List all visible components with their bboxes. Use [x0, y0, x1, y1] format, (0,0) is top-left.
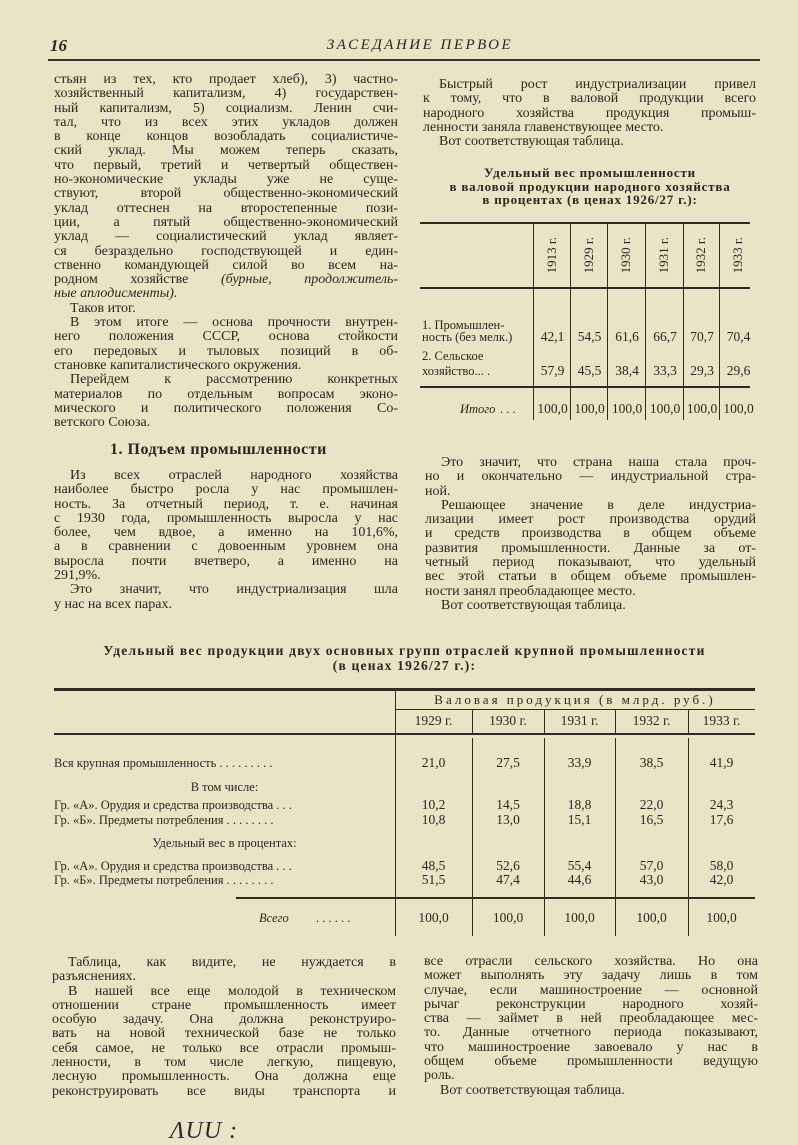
text-line: ной. [425, 484, 451, 499]
paragraph [54, 302, 398, 316]
table-value: 38,4 [615, 363, 639, 378]
text-line: а в сравнении с довоенным уровнем она [54, 540, 398, 555]
text-segment: родном хозяйстве [54, 273, 189, 288]
table-value: 61,6 [615, 329, 639, 344]
italic-remark: (бурные, продолжитель- [220, 273, 398, 288]
text-line: но-экономические уклады уже не суще- [54, 173, 398, 188]
year-label: 1929 г. [580, 236, 596, 274]
header-rule [54, 733, 755, 735]
table-value: 10,2 [421, 797, 446, 812]
paragraph [54, 316, 398, 373]
right-column-mid-text [425, 456, 756, 613]
text-line: вать на новой технической базе не только [52, 1027, 396, 1042]
total-value: 100,0 [649, 401, 681, 416]
table-value: 48,5 [421, 858, 446, 873]
table-value: 42,1 [540, 329, 565, 344]
row-label: хозяйство... . [422, 364, 491, 378]
text-line: развития промышленности. Данные за от- [425, 541, 756, 556]
total-leader: . . . [500, 402, 516, 416]
table-value: 14,5 [496, 797, 520, 812]
table-value: 33,9 [567, 755, 592, 770]
text-line: ный капитализм, 5) социализм. Ленин счи- [54, 101, 398, 116]
text-line: более, чем вдвое, а именно на 101,6%, [54, 526, 398, 541]
text-line: отношении стране промышленность имеет [52, 998, 396, 1013]
table-top-rule [54, 688, 755, 691]
bottom-right-text [424, 955, 758, 1098]
total-rule [236, 897, 755, 899]
text-line: его передовых и тыловых позиций в об- [54, 344, 398, 359]
running-title: ЗАСЕДАНИЕ ПЕРВОЕ [326, 37, 514, 53]
table-value: 21,0 [421, 755, 446, 770]
text-line: себя самое, не только все отрасли промыш- [52, 1041, 396, 1056]
text-line: общем объеме промышленности ведущую [424, 1055, 758, 1070]
table-value: 29,6 [726, 363, 751, 378]
text-line: реконструировать все виды транспорта и [52, 1084, 396, 1099]
text-line [54, 273, 398, 287]
table-title-line: в валовой продукции народного хозяйства [449, 178, 731, 194]
text-line: выросла почти вчетверо, а именно на [54, 554, 398, 569]
table-value: 70,4 [726, 329, 751, 344]
table-value: 54,5 [577, 329, 602, 344]
table-value: 45,5 [577, 363, 602, 378]
table-value: 47,4 [496, 872, 520, 887]
row-label: Вся крупная промышленность . . . . . . . . . [54, 756, 273, 770]
group-header: Валовая продукция (в млрд. руб.) [434, 692, 716, 707]
year-label: 1931 г. [656, 236, 671, 274]
total-value: 100,0 [686, 401, 718, 416]
text-line: Это значит, что страна наша стала проч- [441, 456, 756, 470]
year-header: 1930 г. [489, 713, 527, 728]
text-line: народного хозяйства продукция промыш- [423, 106, 756, 121]
text-line: ности занял преобладающее место. [425, 584, 636, 599]
text-line: рычаг реконструкции народного хозяй- [424, 997, 758, 1012]
row-label: 1. Промышлен- [422, 318, 505, 332]
group-header-rule [395, 709, 755, 710]
text-line: 291,9%. [54, 569, 101, 584]
table-value: 52,6 [496, 858, 520, 873]
table-value: 22,0 [639, 797, 664, 812]
table-subheading: В том числе: [190, 780, 259, 794]
row-label: 2. Сельское [422, 349, 484, 363]
table-value: 42,0 [709, 872, 734, 887]
text-line: Таблица, как видите, не нуждается в [68, 956, 396, 970]
left-column-top-text [54, 73, 398, 430]
year-header [533, 224, 570, 286]
paragraph [425, 456, 756, 499]
table-value: 15,1 [567, 812, 592, 827]
table-value: 70,7 [690, 329, 714, 344]
table-value: 24,3 [709, 797, 734, 812]
text-line: с 1930 года, промышленность выросла у нас [54, 511, 398, 526]
text-line: Вот соответствующая таблица. [440, 1083, 625, 1098]
text-line: мического и политического положения Со- [54, 401, 398, 416]
text-line: Это значит, что индустриализация шла [70, 583, 398, 598]
text-line [54, 287, 398, 301]
paragraph [423, 78, 756, 135]
total-value: 100,0 [492, 910, 524, 925]
text-line: него положения СССР, основа стойкости [54, 330, 398, 345]
year-label: 1933 г. [729, 236, 745, 274]
text-line: все отрасли сельского хозяйства. Но она [424, 955, 758, 969]
text-line: ленности заняла главенствующее место. [423, 120, 664, 135]
table2-title [54, 643, 755, 673]
table-value: 38,5 [639, 755, 664, 770]
text-line: ствуют, второй общественно-экономический [54, 187, 398, 202]
bottom-left-text [52, 956, 396, 1099]
text-line: ветского Союза. [54, 416, 151, 431]
text-line: хозяйственный капитализм, 4) государствен- [54, 87, 398, 102]
row-label: ность (без мелк.) [422, 330, 513, 344]
paragraph [54, 583, 398, 612]
year-label: 1932 г. [693, 236, 708, 274]
text-line: особую задачу. Она должна реконструиро- [52, 1013, 396, 1028]
paragraph [54, 469, 398, 583]
table-value: 10,8 [421, 812, 446, 827]
paragraph [54, 373, 398, 430]
table-value: 44,6 [567, 872, 592, 887]
text-line: ся безраздельно господствующей и един- [54, 244, 398, 259]
table-value: 16,5 [639, 812, 664, 827]
text-line: что машиностроение завоевало у нас в [424, 1040, 758, 1055]
text-line: но и окончательно — индустриальной стра- [425, 470, 756, 485]
row-label: Гр. «А». Орудия и средства производства . . . [54, 859, 292, 873]
page-number: 16 [50, 36, 67, 55]
text-line: к тому, что в валовой продукции всего [423, 92, 756, 107]
paragraph [424, 1084, 758, 1098]
table-value: 58,0 [709, 858, 734, 873]
table-value: 18,8 [567, 797, 592, 812]
text-line: лесную промышленность. Она должна еще [52, 1070, 396, 1085]
text-line: в конце концов возобладать социалистиче- [54, 130, 398, 145]
total-value: 100,0 [611, 401, 643, 416]
table-value: 57,0 [639, 858, 664, 873]
row-label: Гр. «Б». Предметы потребления . . . . . . . . [54, 813, 274, 827]
header-rule [48, 59, 760, 61]
year-header [683, 224, 719, 286]
year-header [607, 224, 645, 286]
paragraph [54, 73, 398, 302]
table-title-line: (в ценах 1926/27 г.): [332, 658, 477, 673]
total-leader: . . . . . . [316, 911, 351, 925]
text-line: может выполнять эту задачу лишь в том [424, 969, 758, 984]
table-value: 13,0 [496, 812, 520, 827]
industry-share-table [420, 222, 756, 422]
text-line: В этом итоге — основа прочности внутрен- [70, 316, 398, 331]
text-line: Решающее значение в деле индустриа- [441, 498, 756, 513]
table-value: 17,6 [709, 812, 734, 827]
year-label: 1913 г. [543, 236, 559, 274]
text-line: Вот соответствующая таблица. [441, 598, 626, 613]
paragraph [425, 499, 756, 599]
paragraph [424, 955, 758, 1084]
table-subheading: Удельный вес в процентах: [152, 836, 297, 850]
total-rule [420, 386, 750, 388]
text-line: у нас на всех парах. [54, 597, 172, 612]
text-line: случае, если машиностроение — основной [424, 983, 758, 998]
text-line: что первый, третий и четвертый обществен- [54, 158, 398, 173]
total-label: Итого [460, 402, 496, 416]
text-line: роль. [424, 1069, 455, 1084]
table-value: 27,5 [496, 755, 520, 770]
text-line: лизации имеет рост производства орудий [425, 513, 756, 528]
year-header: 1933 г. [702, 713, 741, 728]
italic-remark: ные аплодисменты). [54, 287, 178, 302]
table1-title [420, 166, 760, 207]
text-line: четный период показывают, что удельный [425, 556, 756, 571]
handwritten-annotation: ΛUU : [170, 1118, 239, 1144]
year-header [570, 224, 607, 286]
text-line: ции, а пятый общественно-экономический [54, 215, 398, 230]
text-line: то. Данные отчетного периода показывают, [424, 1026, 758, 1041]
year-header [645, 224, 683, 286]
table-title-line: Удельный вес продукции двух основных групп отраслей крупной промышленности [103, 643, 706, 658]
table-value: 29,3 [690, 363, 714, 378]
text-line: вес этой статьи в общем объеме промышлен- [425, 570, 756, 585]
total-value: 100,0 [723, 401, 754, 416]
left-column-section-text [54, 469, 398, 612]
header-rule [420, 287, 750, 289]
right-column-top-text [423, 78, 756, 149]
text-line: ственно командующей силой во всем на- [54, 258, 398, 273]
table-title-line: Удельный вес промышленности [484, 165, 696, 180]
text-line: Таков итог. [70, 301, 136, 316]
table-value: 55,4 [567, 858, 592, 873]
text-line: стьян из тех, кто продает хлеб), 3) частно- [54, 73, 398, 87]
text-line: Быстрый рост индустриализации привел [439, 78, 756, 92]
text-line: уклад — социалистический уклад являет- [54, 230, 398, 245]
paragraph [52, 985, 396, 1099]
text-line: тал, что из всех этих укладов должен [54, 115, 398, 130]
paragraph [423, 135, 756, 149]
text-line: ский уклад. Мы можем теперь сказать, [54, 144, 398, 159]
text-line: и средств производства в общем объеме [425, 527, 756, 542]
paragraph [52, 956, 396, 985]
table-value: 57,9 [540, 363, 565, 378]
industry-groups-table [54, 688, 755, 938]
section-heading: 1. Подъем промышленности [110, 441, 327, 458]
table-title-line: в процентах (в ценах 1926/27 г.): [482, 192, 698, 207]
total-label: Всего [259, 911, 289, 925]
year-label: 1930 г. [618, 236, 633, 274]
table-value: 51,5 [421, 872, 446, 887]
year-header: 1931 г. [560, 713, 599, 728]
total-value: 100,0 [418, 910, 449, 925]
total-value: 100,0 [636, 910, 667, 925]
total-value: 100,0 [564, 910, 595, 925]
row-label: Гр. «А». Орудия и средства производства . . . [54, 798, 292, 812]
text-line: ность. За отчетный период, т. е. начиная [54, 497, 398, 512]
text-line: Вот соответствующая таблица. [439, 135, 624, 150]
table-value: 66,7 [653, 329, 677, 344]
text-line: разъяснениях. [52, 970, 137, 985]
text-line: ства — займет в ней преобладающее мес- [424, 1012, 758, 1027]
total-value: 100,0 [706, 910, 737, 925]
year-header: 1932 г. [632, 713, 671, 728]
text-line: уклад оттеснен на второстепенные пози- [54, 201, 398, 216]
text-line: наиболее быстро росла у нас промышлен- [54, 483, 398, 498]
paragraph [425, 599, 756, 613]
text-line: материалов по отдельным вопросам эконо- [54, 387, 398, 402]
text-line: В нашей все еще молодой в техническом [68, 984, 396, 999]
text-line: становке капиталистического окружения. [54, 358, 302, 373]
text-line: Перейдем к рассмотрению конкретных [70, 373, 398, 388]
total-value: 100,0 [574, 401, 605, 416]
table-value: 43,0 [639, 872, 664, 887]
year-header: 1929 г. [414, 713, 453, 728]
text-line: ленности, в том числе легкую, пищевую, [52, 1056, 396, 1071]
table-value: 41,9 [709, 755, 734, 770]
year-header [719, 224, 756, 286]
text-line: Из всех отраслей народного хозяйства [70, 469, 398, 483]
total-value: 100,0 [537, 401, 568, 416]
table-value: 33,3 [653, 363, 677, 378]
row-label: Гр. «Б». Предметы потребления . . . . . . . . [54, 873, 274, 887]
